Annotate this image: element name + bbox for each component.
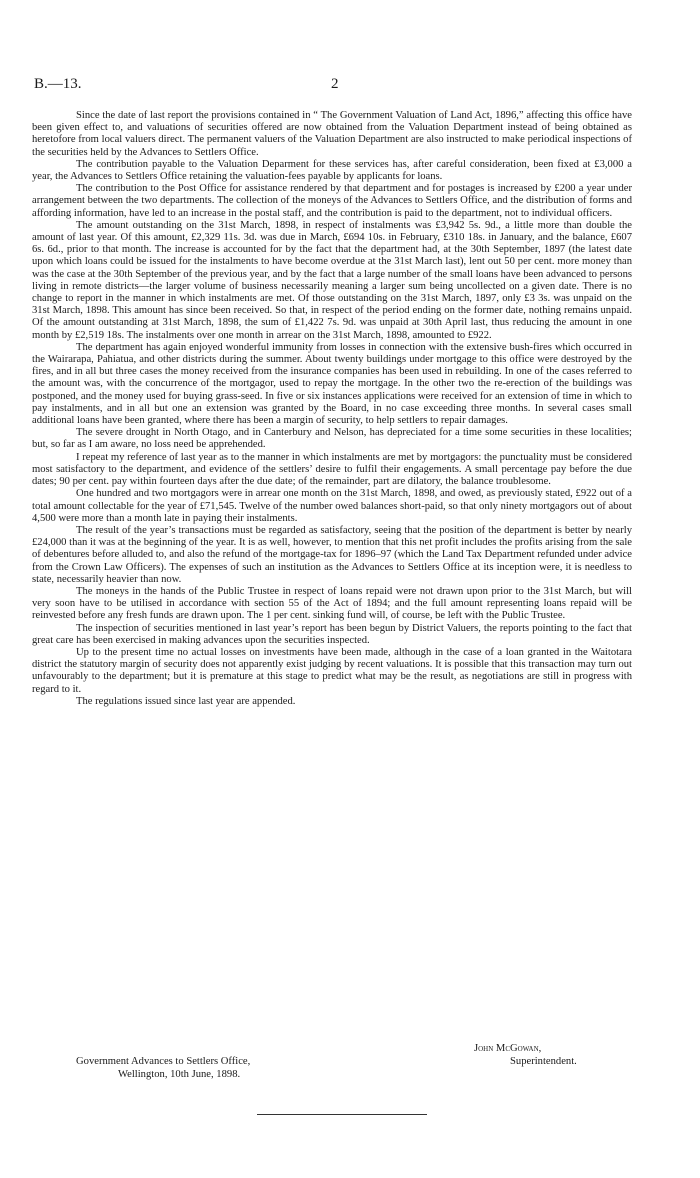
signature-block [32, 1042, 632, 1102]
place-date: Wellington, 10th June, 1898. [118, 1069, 241, 1080]
page-header [34, 76, 654, 96]
paragraph-public-trustee: The moneys in the hands of the Public Trustee in respect of loans repaid were not drawn upon prior to the 31st March, but will very soon have to be utilised in accordance with section 55 of the Act of 1894; and the full amount representing loans repaid will be reinvested before any fresh funds are drawn upon. The 1 per cent. sinking fund will, of course, be left with the Public Trustee. [32, 585, 632, 622]
paragraph-instalments-outstanding: The amount outstanding on the 31st March, 1898, in respect of instalments was £3,942 5s. 9d., a little more than double the amount of last year. Of this amount, £2,329 11s. 3d. was due in March, £694 10s. in February, £310 18s. in January, and the balance, £607 6s. 6d., prior to that month. The increase is accounted for by the fact that the department had, at the 30th September, 1897 (the latest date upon which loans could be issued for the instalments to have become overdue at the 31st March last), lent out 50 per cent. more money than was the case at the 30th September of the previous year, and by the fact that a large number of the small loans have been advanced to persons living in remote districts—the larger volume of business necessarily meaning a larger sum being uncollected on a given date. There is no change to report in the manner in which instalments are met. Of those outstanding on the 31st March, 1897, only £3 3s. was unpaid on the 31st March, 1898. This amount has since been received. So that, in respect of the period ending on the former date, nothing remains unpaid. Of the amount outstanding at 31st March, 1898, the sum of £1,422 7s. 9d. was unpaid at 30th April last, thus reducing the amount in one month by £2,519 18s. The instalments over one month in arrear on the 31st March, 1898, amounted to £922. [32, 219, 632, 341]
signatory-title: Superintendent. [510, 1056, 577, 1067]
paragraph-drought: The severe drought in North Otago, and in Canterbury and Nelson, has depreciated for a time some securities in these localities; but, so far as I am aware, no loss need be apprehended. [32, 427, 632, 451]
paragraph-valuation-contribution: The contribution payable to the Valuation Deparment for these services has, after careful consideration, been fixed at £3,000 a year, the Advances to Settlers Office retaining the valuation-fees payable by applicants for loans. [32, 158, 632, 183]
paragraph-inspection: The inspection of securities mentioned in last year’s report has been begun by District Valuers, the reports pointing to the fact that great care has been exercised in making advances upon the securities inspected. [32, 622, 632, 646]
paragraph-arrears: One hundred and two mortgagors were in arrear one month on the 31st March, 1898, and owed, as previously stated, £922 out of a total amount collectable for the year of £71,545. Twelve of the number owed balances short-paid, so that only ninety mortgagors out of about 4,500 were more than a month late in paying their instalments. [32, 488, 632, 524]
document-reference: B.—13. [34, 76, 82, 92]
paragraph-bush-fires: The department has again enjoyed wonderful immunity from losses in connection with the extensive bush-fires which occurred in the Wairarapa, Pahiatua, and other districts during the summer. About twenty buildings under mortgage to this office were destroyed by the fires, and in all but three cases the money received from the insurance companies has been used in rebuilding. In one of the cases referred to the amount was, with the concurrence of the mortgagor, used to repay the mortgage. In the other two the re-erection of the buildings was postponed, and the money used for buying grass-seed. In five or six instances applications were received for an extension of time in which to pay instalments, and in all but one an extension was granted by the Board, in no case exceeding three months. In several cases small additional loans have been granted, where there has been a margin of security, to help settlers to repair damages. [32, 341, 632, 427]
report-body [32, 110, 632, 708]
office-name: Government Advances to Settlers Office, [76, 1056, 251, 1067]
paragraph-year-result: The result of the year’s transactions must be regarded as satisfactory, seeing that the position of the department is better by nearly £24,000 than it was at the beginning of the year. It is as well, however, to mention that this net profit includes the profits arising from the sale of debentures before alluded to, and also the refund of the mortgage-tax for 1896–97 (which the Land Tax Department refunded under advice from the Crown Law Officers). The expenses of such an institution as the Advances to Settlers Office at its inception were, it is needless to state, necessarily heavier than now. [32, 524, 632, 585]
paragraph-punctuality: I repeat my reference of last year as to the manner in which instalments are met by mortgagors: the punctuality must be considered most satisfactory to the department, and evidence of the settlers’ desire to fulfil their engagements. A small percentage pay before the due dates; 90 per cent. pay within fourteen days after the due date; of the remainder, part are dilatory, the balance troublesome. [32, 451, 632, 488]
page-number: 2 [331, 76, 339, 92]
closing-rule [257, 1114, 427, 1115]
paragraph-losses: Up to the present time no actual losses on investments have been made, although in the case of a loan granted in the Waitotara district the statutory margin of security does not apparently exist judging by recent valuations. It is possible that this transaction may turn out unfavourably to the department; but it is premature at this stage to predict what may be the result, as negotiations are still in progress with regard to it. [32, 646, 632, 695]
paragraph-regulations: The regulations issued since last year are appended. [76, 695, 296, 707]
paragraph-post-office: The contribution to the Post Office for assistance rendered by that department and for postages is increased by £200 a year under arrangement between the two departments. The collection of the moneys of the Advances to Settlers Office, and the distribution of forms and affording information, have led to an increase in the postal staff, and the contribution is paid to the department, not to individual officers. [32, 183, 632, 219]
signatory-name: John McGowan, [474, 1043, 542, 1054]
paragraph-valuation-act: Since the date of last report the provisions contained in “ The Government Valuation of Land Act, 1896,” affecting this office have been given effect to, and valuations of securities offered are now obtained from the Valuation Department instead of being obtained as heretofore from local valuers direct. The permanent valuers of the Valuation Department are also instructed to make periodical inspections of the securities held by the Advances to Settlers Office. [32, 110, 632, 158]
